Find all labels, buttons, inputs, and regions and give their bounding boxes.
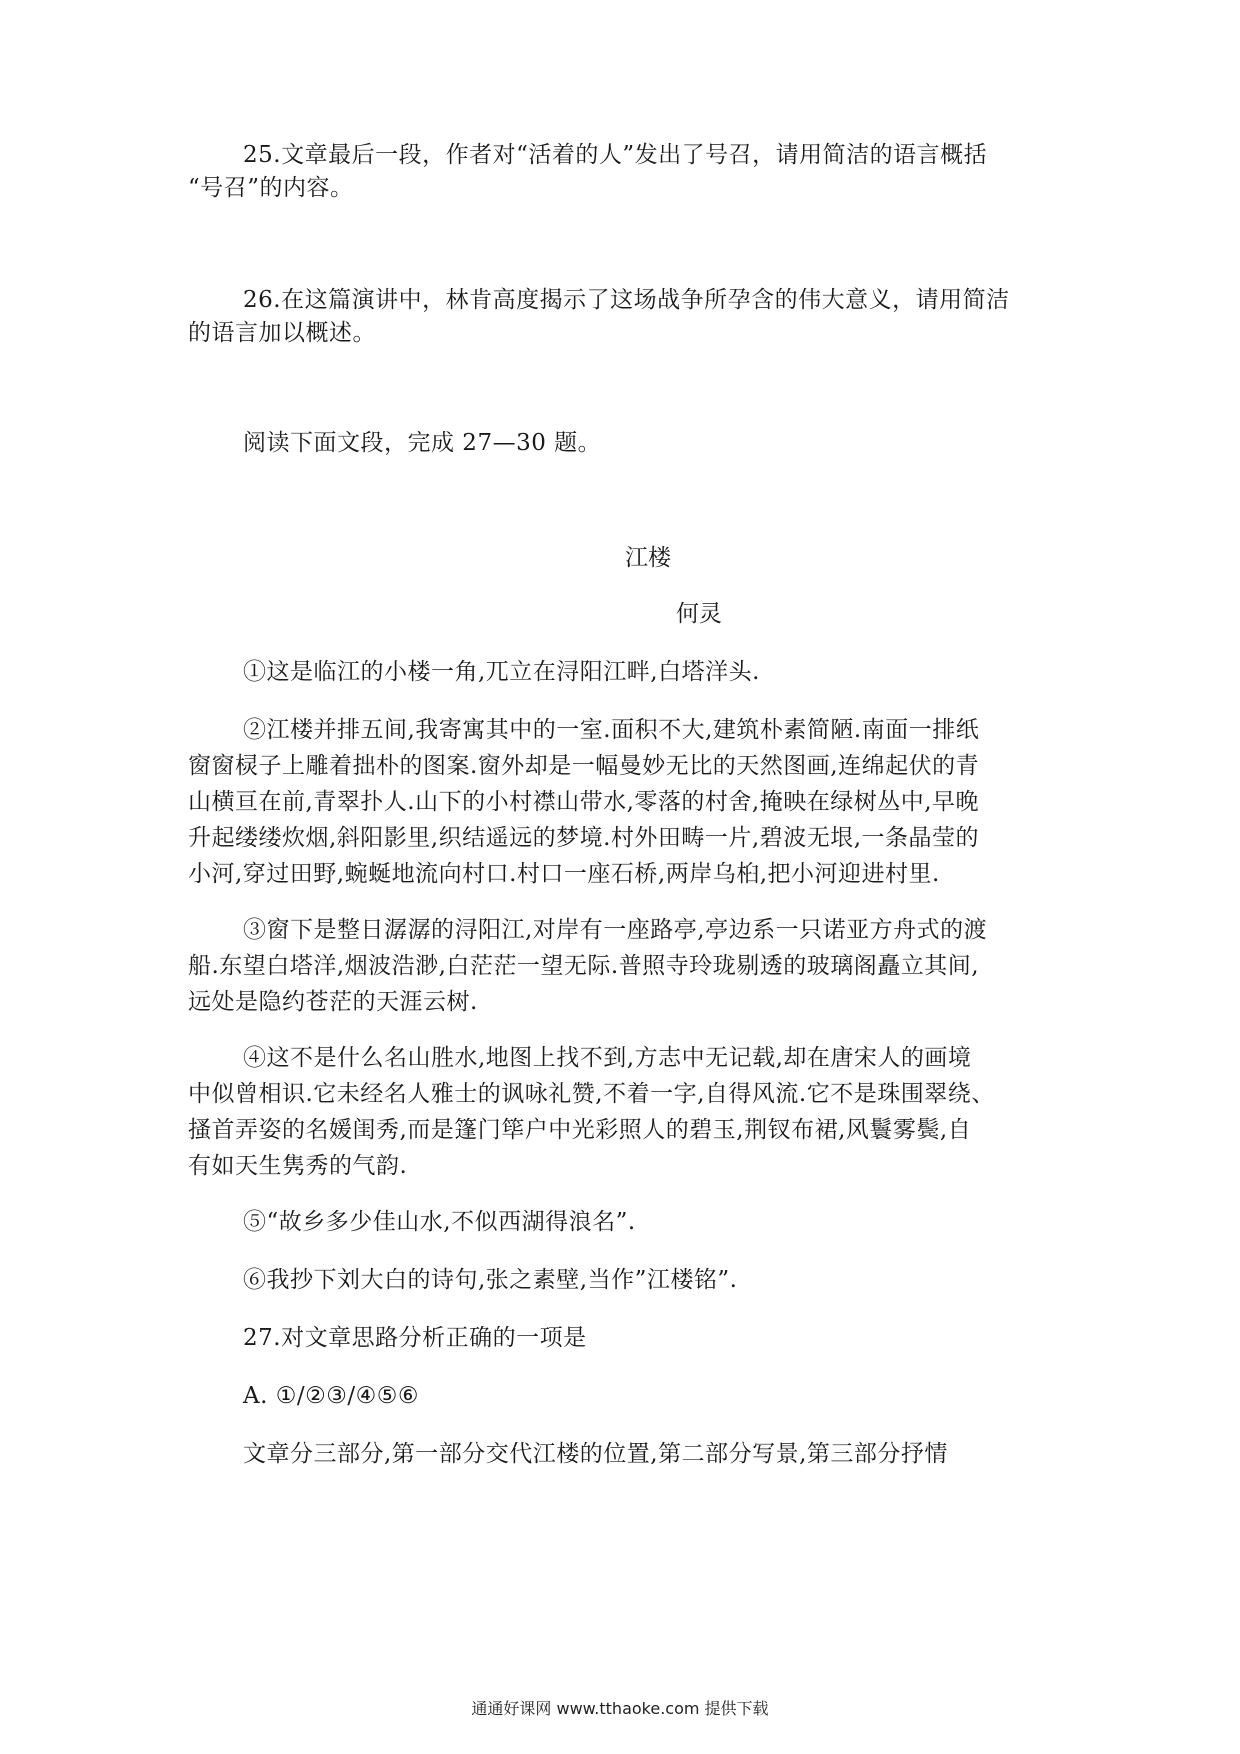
article-author: 何灵 [676,601,722,627]
article-paragraph-2-line: 升起缕缕炊烟,斜阳影里,织结遥远的梦境.村外田畴一片,碧波无垠,一条晶莹的 [188,825,980,851]
article-paragraph-2-line: 窗窗棂子上雕着拙朴的图案.窗外却是一幅曼妙无比的天然图画,连绵起伏的青 [188,753,980,779]
question-25-line-1: 25.文章最后一段，作者对“活着的人”发出了号召，请用简洁的语言概括 [243,142,988,168]
article-paragraph-4-line: 有如天生隽秀的气韵. [188,1153,408,1179]
article-paragraph-4-line: 中似曾相识.它未经名人雅士的讽咏礼赞,不着一字,自得风流.它不是珠围翠绕、 [188,1081,995,1107]
article-paragraph-2-line: 小河,穿过田野,蜿蜒地流向村口.村口一座石桥,两岸乌桕,把小河迎进村里. [188,861,940,887]
question-26-line-2: 的语言加以概述。 [188,320,376,346]
question-27-option-a: A. ①/②③/④⑤⑥ [243,1383,419,1409]
article-title: 江楼 [625,545,671,571]
article-paragraph-1-line: ①这是临江的小楼一角,兀立在浔阳江畔,白塔洋头. [243,659,760,685]
reading-instruction: 阅读下面文段，完成 27—30 题。 [243,430,602,456]
article-paragraph-3-line: 远处是隐约苍茫的天涯云树. [188,989,478,1015]
article-paragraph-2-line: ②江楼并排五间,我寄寓其中的一室.面积不大,建筑朴素简陋.南面一排纸 [243,717,980,743]
article-paragraph-2-line: 山横亘在前,青翠扑人.山下的小村襟山带水,零落的村舍,掩映在绿树丛中,早晚 [188,789,980,815]
article-paragraph-4-line: ④这不是什么名山胜水,地图上找不到,方志中无记载,却在唐宋人的画境 [243,1045,972,1071]
question-27-stem: 27.对文章思路分析正确的一项是 [243,1325,587,1351]
article-paragraph-3-line: 船.东望白塔洋,烟波浩渺,白茫茫一望无际.普照寺玲珑剔透的玻璃阁矗立其间, [188,953,980,979]
question-25-line-2: “号召”的内容。 [188,175,354,201]
question-27-option-a-description: 文章分三部分,第一部分交代江楼的位置,第二部分写景,第三部分抒情 [243,1441,948,1467]
article-paragraph-5: ⑤“故乡多少佳山水,不似西湖得浪名”. [243,1209,636,1235]
article-paragraph-4-line: 搔首弄姿的名媛闺秀,而是篷门筚户中光彩照人的碧玉,荆钗布裙,风鬟雾鬓,自 [188,1117,972,1143]
page-footer: 通通好课网 www.tthaoke.com 提供下载 [471,1699,769,1718]
article-paragraph-6: ⑥我抄下刘大白的诗句,张之素壁,当作”江楼铭”. [243,1267,738,1293]
article-paragraph-3-line: ③窗下是整日潺潺的浔阳江,对岸有一座路亭,亭边系一只诺亚方舟式的渡 [243,917,988,943]
question-26-line-1: 26.在这篇演讲中，林肯高度揭示了这场战争所孕含的伟大意义，请用简洁 [243,287,1010,313]
